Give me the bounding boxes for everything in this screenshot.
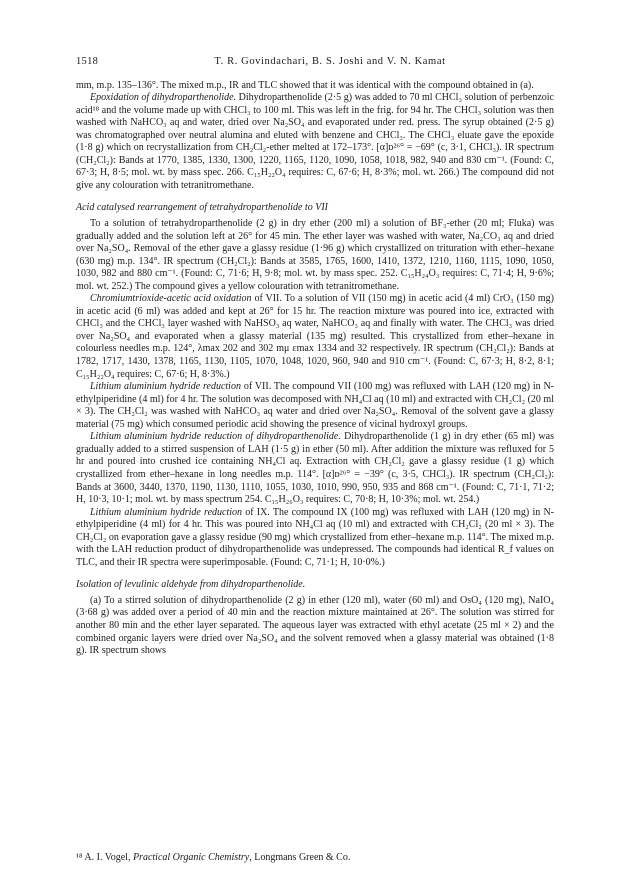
section-heading-levulinic: Isolation of levulinic aldehyde from dihydroparthenolide. [76, 579, 306, 591]
paragraph-lead: Lithium aluminium hydride reduction [90, 381, 241, 393]
paragraph-lah-ix: Lithium aluminium hydride reduction of IX. The compound IX (100 mg) was refluxed with LAH (120 mg) in N-ethylpiperidine (4 ml) for 4 hr. This was poured into NH₄Cl aq (10 ml) and extracted with CH₂Cl₂ (20 ml × 3). The CH₂Cl₂ on evaporation gave a glassy residue (90 mg) which crystallized from ether–hexane m.p. 114°. The mixed m.p. with the LAH reduction product of dihydroparthenolide was undepressed. The compounds had identical R_f values on TLC, and their IR spectra were superimposable. (Found: C, 71·1; H, 10·0%.) [76, 506, 554, 568]
footnote: ¹⁸ A. I. Vogel, Practical Organic Chemistry, Longmans Green & Co. [76, 852, 351, 863]
paragraph-lead: Chromiumtrioxide-acetic acid oxidation [90, 293, 252, 305]
paragraph-lead: Lithium aluminium hydride reduction of dihydroparthenolide. [90, 431, 341, 443]
paragraph-epoxidation: Epoxidation of dihydroparthenolide. Dihydroparthenolide (2·5 g) was added to 70 ml CHCl₃ solution of perbenzoic acid¹⁸ and the volume made up with CHCl₃ to 100 ml. This was left in the frig. for 94 hr. The CHCl₃ solution was then washed with NaHCO₃ aq and water, dried over Na₂SO₄ and evaporated under red. press. The syrup obtained (2·5 g) was chromatographed over neutral alumina and eluted with benzene and CHCl₃. The CHCl₃ eluate gave the epoxide (1·8 g) which on recrystallization from CH₂Cl₂-ether melted at 172–173°. [α]ᴅ²⁶° = −69° (c, 3·1, CHCl₃). IR spectrum (CH₂Cl₂): Bands at 1770, 1385, 1330, 1300, 1220, 1165, 1120, 1090, 1058, 1018, 982, 940 and 830 cm⁻¹. (Found: C, 67·3; H, 8·5; mol. wt. by mass spec. 266. C₁₅H₂₂O₄ requires: C, 67·6; H, 8·3%; mol. wt. 266.) The compound did not give any colouration with tetranitromethane. [76, 92, 554, 191]
running-authors: T. R. Govindachari, B. S. Joshi and V. N. Kamat [214, 56, 446, 67]
paragraph-lead: Epoxidation of dihydroparthenolide. [90, 92, 237, 104]
page-number: 1518 [76, 56, 99, 67]
paragraph-lead: Lithium aluminium hydride reduction [90, 506, 243, 518]
paragraph-bf3: To a solution of tetrahydroparthenolide (2 g) in dry ether (200 ml) a solution of BF₃-ether (20 ml; Fluka) was gradually added and the solution left at 26° for 45 min. The ether layer was washed with water, Na₂CO₃ aq and dried over Na₂SO₄. Removal of the ether gave a glassy residue (1·96 g) which crystallized on trituration with ether–hexane (630 mg) m.p. 134°. IR spectrum (CH₂Cl₂): Bands at 3585, 1765, 1600, 1410, 1372, 1210, 1160, 1115, 1090, 1050, 1030, 982 and 880 cm⁻¹. (Found: C, 71·6; H, 9·8; mol. wt. by mass spec. 252. C₁₅H₂₄O₃ requires: C, 71·4; H, 9·6%; mol. wt. 252.) The compound gives a yellow colouration with tetranitromethane. [76, 218, 554, 292]
running-header [76, 56, 554, 69]
paragraph-continuation: mm, m.p. 135–136°. The mixed m.p., IR and TLC showed that it was identical with the compound obtained in (a). [76, 79, 534, 91]
paragraph-lah-vii: Lithium aluminium hydride reduction of VII. The compound VII (100 mg) was refluxed with LAH (120 mg) in N-ethylpiperidine (4 ml) for 4 hr. The solution was decomposed with NH₄Cl aq (10 ml) and extracted with CH₂Cl₂ (20 ml × 3). The CH₂Cl₂ was washed with NaHCO₃ aq water and dried over Na₂SO₄. Removal of the solvent gave a glassy material (75 mg) which consumed periodic acid showing the presence of vicinal hydroxyl groups. [76, 381, 555, 430]
footnote-book-title: Practical Organic Chemistry [132, 852, 250, 863]
section-heading-acid-rearrangement: Acid catalysed rearrangement of tetrahydroparthenolide to VII [76, 202, 328, 214]
paragraph-lah-dihydro: Lithium aluminium hydride reduction of dihydroparthenolide. Dihydroparthenolide (1 g) in dry ether (65 ml) was gradually added to a stirred suspension of LAH (1·5 g) in ether (50 ml). After addition the mixture was refluxed for 5 hr and poured into crushed ice containing NH₄Cl aq. Extraction with CH₂Cl₂ gave a glassy residue (1 g) which crystallized from ether–hexane in long needles m.p. 114°. [α]ᴅ²⁶° = −39° (c, 3·5, CHCl₃). IR spectrum (CH₂Cl₂): Bands at 3600, 3440, 1370, 1190, 1130, 1110, 1055, 1030, 1010, 990, 950, 935 and 868 cm⁻¹. (Found: C, 71·1, 71·2; H, 10·3, 10·1; mol. wt. by mass spectrum 254. C₁₅H₂₆O₃ requires: C, 70·8; H, 10·3%; mol. wt. 254.) [76, 431, 554, 506]
paragraph-levulinic-a: (a) To a stirred solution of dihydroparthenolide (2 g) in ether (120 ml), water (60 ml) and OsO₄ (120 mg), NaIO₄ (3·68 g) was added over a period of 40 min and the reaction mixture maintained at 26°. The solution was stirred for another 80 min and the ether layer separated. The aqueous layer was extracted with ethyl acetate (25 ml × 2) and the combined organic layers were dried over Na₂SO₄ and the solvent removed when a glassy material was obtained (1·8 g). IR spectrum shows [76, 594, 554, 657]
paragraph-cro3: Chromiumtrioxide-acetic acid oxidation of VII. To a solution of VII (150 mg) in acetic acid (4 ml) CrO₃ (150 mg) in acetic acid (6 ml) was added and kept at 26° for 15 hr. The reaction mixture was poured into ice, extracted with CHCl₃ and the CHCl₃ layer washed with NaHSO₃ aq water, NaHCO₃ aq and finally with water. The CHCl₃ was dried over Na₂SO₄ and evaporated when a glassy material (135 mg) resulted. This crystallized from ether–hexane in colourless needles m.p. 124°, λmax 202 and 302 mμ εmax 1334 and 32 respectively. IR spectrum (CH₂Cl₂): Bands at 1782, 1717, 1430, 1378, 1165, 1130, 1105, 1070, 1048, 1020, 960, 940 and 910 cm⁻¹. (Found: C, 67·3; H, 8·2, 8·1; C₁₅H₂₂O₄ requires: C, 67·6; H, 8·3%.) [76, 293, 554, 380]
